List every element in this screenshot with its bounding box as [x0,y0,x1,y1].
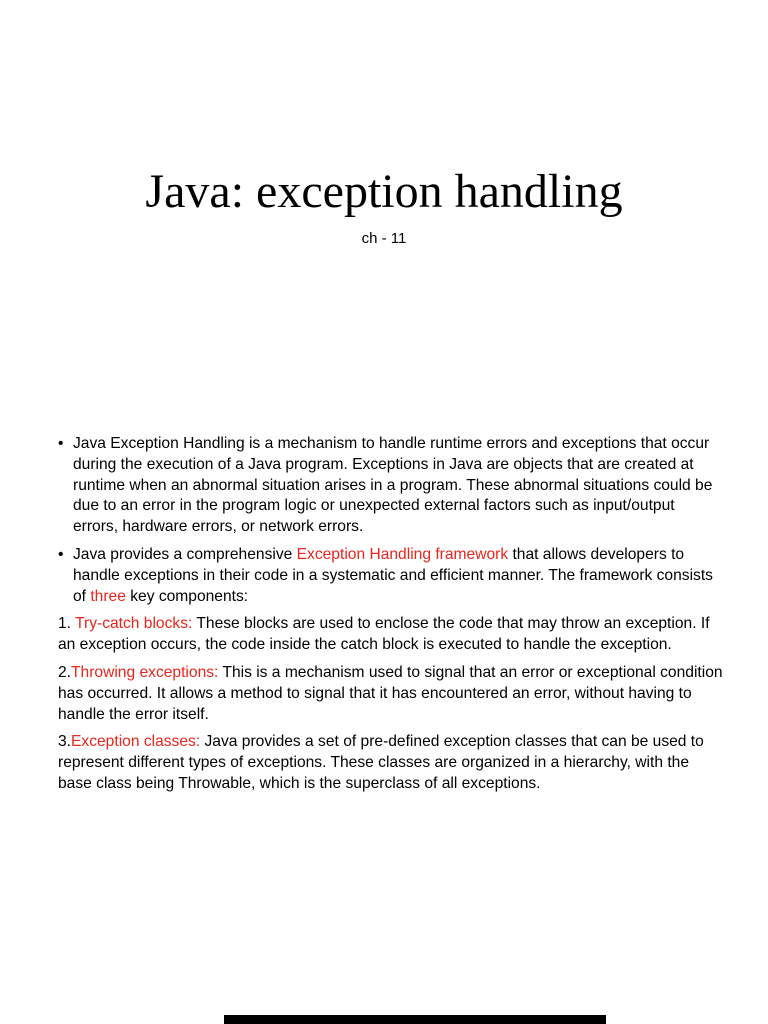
component-name: Throwing exceptions: [71,663,219,681]
component-name: Exception classes: [71,733,201,751]
bullet-marker: • [58,435,64,452]
component-number: 1. [58,615,76,633]
slide-body [58,434,723,802]
component-item-try-catch [58,614,723,656]
bullet-marker: • [58,545,64,563]
bullet-text-middle: that allows developers to handle exceptions in their code in a systematic and efficient manner. The framework consists of [73,545,713,605]
bullet-text-after: key components: [125,587,249,605]
bullet-text-before: Java provides a comprehensive [73,545,297,563]
bottom-bar [224,1015,606,1024]
component-description: This is a mechanism used to signal that an error or exceptional condition has occurred. It allows a method to signal that it has encountered an error, without having to handle the error itself. [58,663,723,723]
highlight-exception-handling-framework: Exception Handling framework [296,545,509,563]
bullet-item-intro [58,434,723,538]
component-number: 3. [58,733,72,751]
component-name: Try-catch blocks: [75,615,193,633]
bullet-text: Java Exception Handling is a mechanism to handle runtime errors and exceptions that occur during the execution of a Java program. Exceptions in Java are objects that are created at runtime when an abnormal situation arises in a program. These abnormal situations could be due to an error in the program logic or unexpected external factors such as input/output errors, hardware errors, or network errors. [73,435,713,536]
component-item-throwing-exceptions [58,663,723,725]
slide-subtitle: ch - 11 [361,230,407,247]
bullet-item-framework [58,545,723,607]
component-number: 2. [58,663,72,681]
slide-title: Java: exception handling [145,165,623,218]
component-item-exception-classes [58,732,723,794]
highlight-three: three [90,587,126,605]
component-description: These blocks are used to enclose the code that may throw an exception. If an exception occurs, the code inside the catch block is executed to handle the exception. [58,615,710,654]
component-description: Java provides a set of pre-defined exception classes that can be used to represent different types of exceptions. These classes are organized in a hierarchy, with the base class being Throwable, which is the superclass of all exceptions. [58,733,704,792]
